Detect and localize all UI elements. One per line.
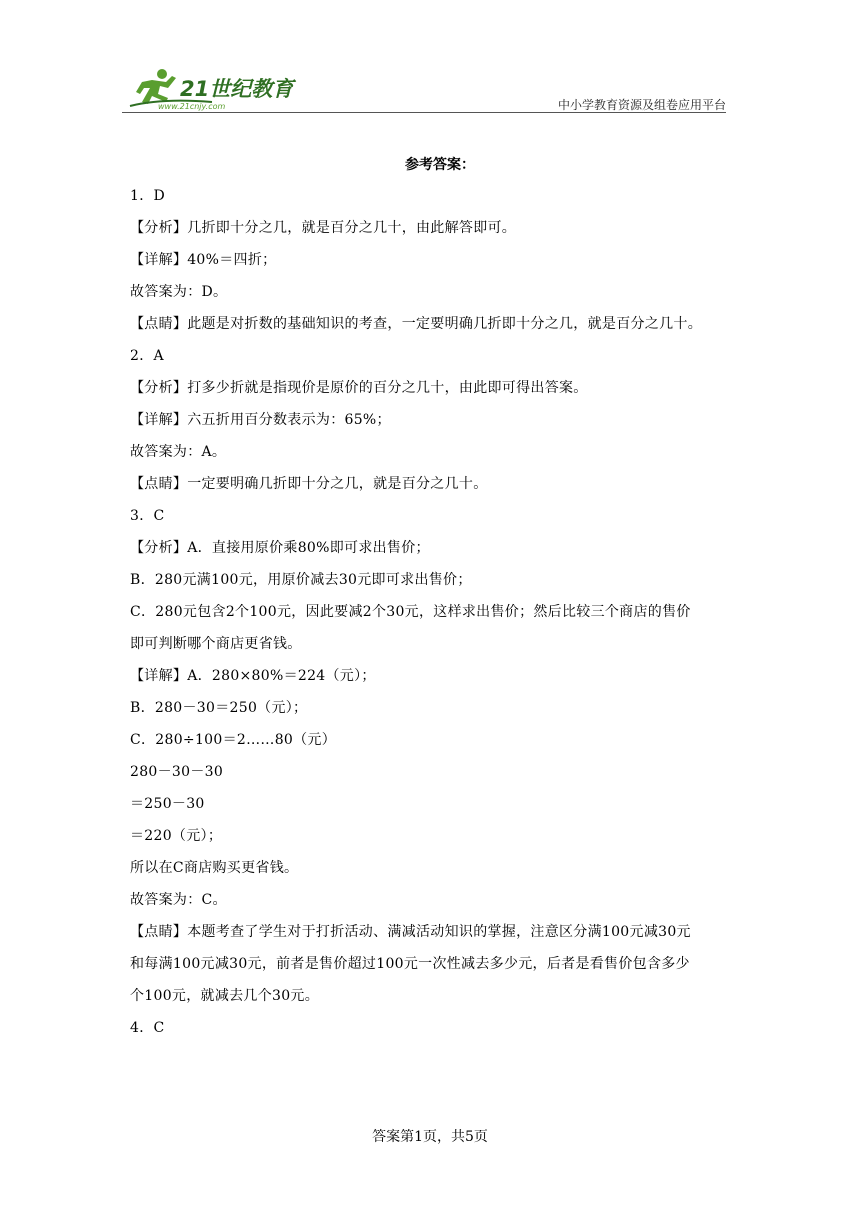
answer-line: 3．C — [130, 508, 165, 524]
page-header — [122, 62, 726, 114]
answer-line: 故答案为：C。 — [130, 892, 227, 908]
logo-text: 21世纪教育 — [180, 77, 294, 101]
header-divider — [122, 112, 726, 113]
answer-line: 【点睛】本题考查了学生对于打折活动、满减活动知识的掌握，注意区分满100元减30元 — [130, 924, 691, 940]
answer-line: B．280－30＝250（元）； — [130, 700, 308, 716]
answer-line: B．280元满100元，用原价减去30元即可求出售价； — [130, 572, 472, 588]
answer-line: C．280元包含2个100元，因此要减2个30元，这样求出售价；然后比较三个商店的售价 — [130, 604, 691, 620]
answer-line: 1．D — [130, 188, 166, 204]
answer-line: 【分析】打多少折就是指现价是原价的百分之几十，由此即可得出答案。 — [130, 380, 588, 396]
answer-line: 即可判断哪个商店更省钱。 — [130, 636, 302, 652]
answer-line: C．280÷100＝2……80（元） — [130, 732, 337, 748]
answer-line: 故答案为：A。 — [130, 444, 227, 460]
answer-line: ＝220（元）； — [130, 828, 223, 844]
logo-21cnjy — [122, 62, 297, 112]
answer-line: 【详解】A．280×80%＝224（元）； — [130, 668, 376, 684]
answer-line: ＝250－30 — [130, 796, 205, 812]
answer-line: 2．A — [130, 348, 164, 364]
answer-line: 【详解】40%＝四折； — [130, 252, 277, 268]
answer-line: 【点睛】一定要明确几折即十分之几，就是百分之几十。 — [130, 476, 488, 492]
answer-line: 故答案为：D。 — [130, 284, 228, 300]
answer-line: 【分析】A．直接用原价乘80%即可求出售价； — [130, 540, 430, 556]
answer-line: 【详解】六五折用百分数表示为：65%； — [130, 412, 391, 428]
answer-line: 【分析】几折即十分之几，就是百分之几十，由此解答即可。 — [130, 220, 517, 236]
logo-url: www.21cnjy.com — [158, 102, 226, 111]
answer-line: 个100元，就减去几个30元。 — [130, 988, 320, 1004]
platform-name: 中小学教育资源及组卷应用平台 — [557, 98, 726, 112]
answer-line: 所以在C商店购买更省钱。 — [130, 860, 299, 876]
answer-content — [130, 154, 730, 1049]
answer-lines — [130, 185, 730, 1040]
answer-line: 【点睛】此题是对折数的基础知识的考查，一定要明确几折即十分之几，就是百分之几十。 — [130, 316, 702, 332]
answer-line: 280－30－30 — [130, 764, 224, 780]
page-footer: 答案第1页，共5页 — [372, 1129, 488, 1145]
answer-line: 4．C — [130, 1020, 165, 1036]
page-title: 参考答案： — [405, 157, 475, 173]
answer-line: 和每满100元减30元，前者是售价超过100元一次性减去多少元，后者是看售价包含多少 — [130, 956, 690, 972]
